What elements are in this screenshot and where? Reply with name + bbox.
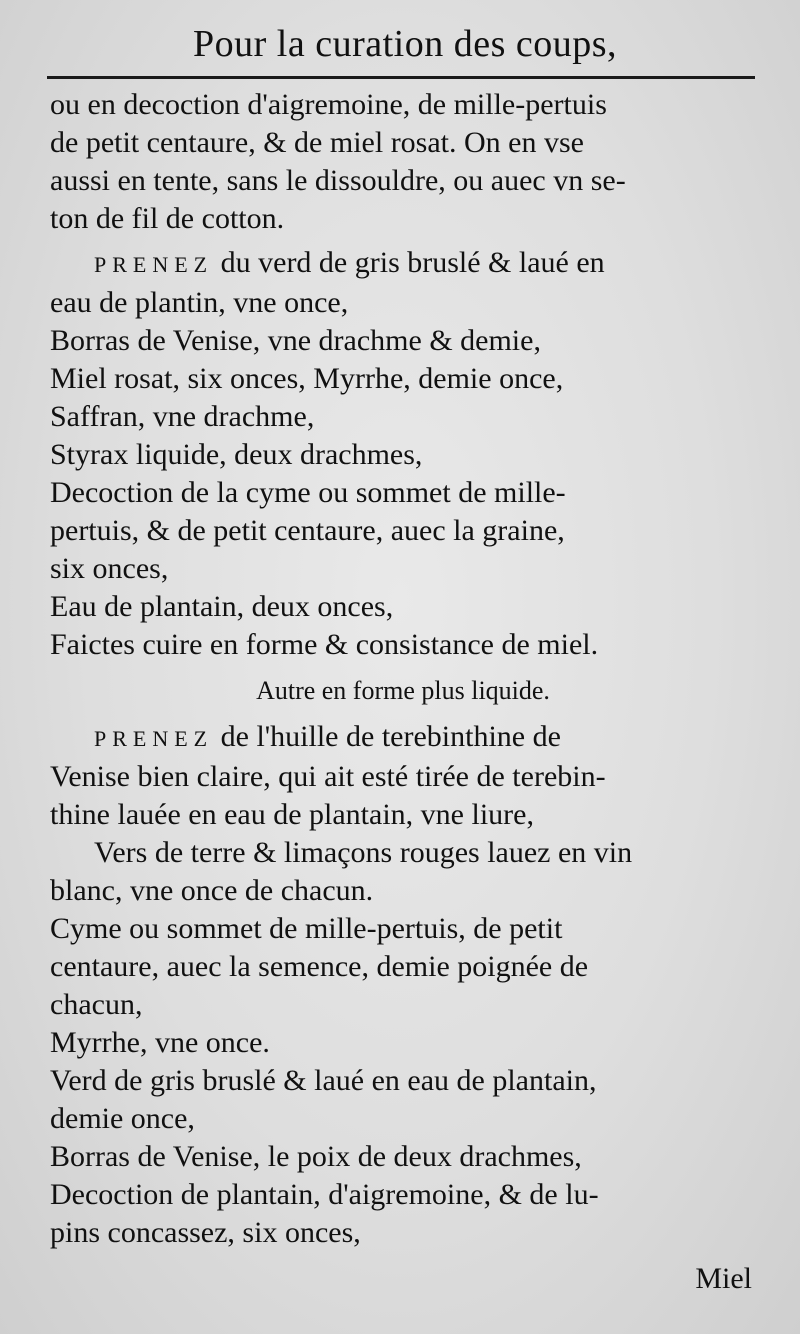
- text-line: Verd de gris bruslé & laué en eau de plantain,: [50, 1064, 597, 1097]
- text-line: demie once,: [50, 1102, 195, 1135]
- text-line: Styrax liquide, deux drachmes,: [50, 438, 423, 471]
- catchword: Miel: [695, 1262, 752, 1295]
- text-line: Saffran, vne drachme,: [50, 400, 315, 433]
- text-line: de petit centaure, & de miel rosat. On en vse: [50, 126, 584, 159]
- text-line: ton de fil de cotton.: [50, 202, 285, 235]
- text-line: Miel rosat, six onces, Myrrhe, demie once,: [50, 362, 564, 395]
- text-line: Faictes cuire en forme & consistance de miel.: [50, 628, 599, 661]
- text-line: chacun,: [50, 988, 143, 1021]
- text-line: thine lauée en eau de plantain, vne liure,: [50, 798, 534, 831]
- text-line: Decoction de la cyme ou sommet de mille-: [50, 476, 566, 509]
- text-line: eau de plantin, vne once,: [50, 286, 349, 319]
- text-line: [50, 244, 756, 284]
- text-line: Cyme ou sommet de mille-pertuis, de petit: [50, 912, 563, 945]
- text-line: Venise bien claire, qui ait esté tirée de terebin-: [50, 760, 606, 793]
- text-line: aussi en tente, sans le dissouldre, ou auec vn se-: [50, 164, 626, 197]
- text-fragment: de l'huille de terebinthine de: [213, 720, 561, 753]
- text-line: pertuis, & de petit centaure, auec la graine,: [50, 514, 565, 547]
- text-line: Decoction de plantain, d'aigremoine, & de lu-: [50, 1178, 599, 1211]
- text-fragment: du verd de gris bruslé & laué en: [213, 246, 605, 279]
- text-line: centaure, auec la semence, demie poignée de: [50, 950, 589, 983]
- small-caps-lead: PRENEZ: [94, 726, 214, 751]
- running-head: Pour la curation des coups,: [192, 23, 618, 65]
- text-line: blanc, vne once de chacun.: [50, 874, 374, 907]
- text-line: Eau de plantain, deux onces,: [50, 590, 394, 623]
- text-line: pins concassez, six onces,: [50, 1216, 361, 1249]
- text-line: Borras de Venise, le poix de deux drachmes,: [50, 1140, 582, 1173]
- text-line: ou en decoction d'aigremoine, de mille-pertuis: [50, 88, 607, 121]
- text-line: Myrrhe, vne once.: [50, 1026, 270, 1059]
- text-line: six onces,: [50, 552, 169, 585]
- small-caps-lead: PRENEZ: [94, 252, 214, 277]
- text-line: Borras de Venise, vne drachme & demie,: [50, 324, 541, 357]
- text-line: [50, 718, 756, 758]
- header-rule: [47, 76, 755, 79]
- section-heading: Autre en forme plus liquide.: [256, 676, 550, 705]
- text-line: Vers de terre & limaçons rouges lauez en vin: [94, 836, 633, 869]
- body-text: [50, 86, 756, 1252]
